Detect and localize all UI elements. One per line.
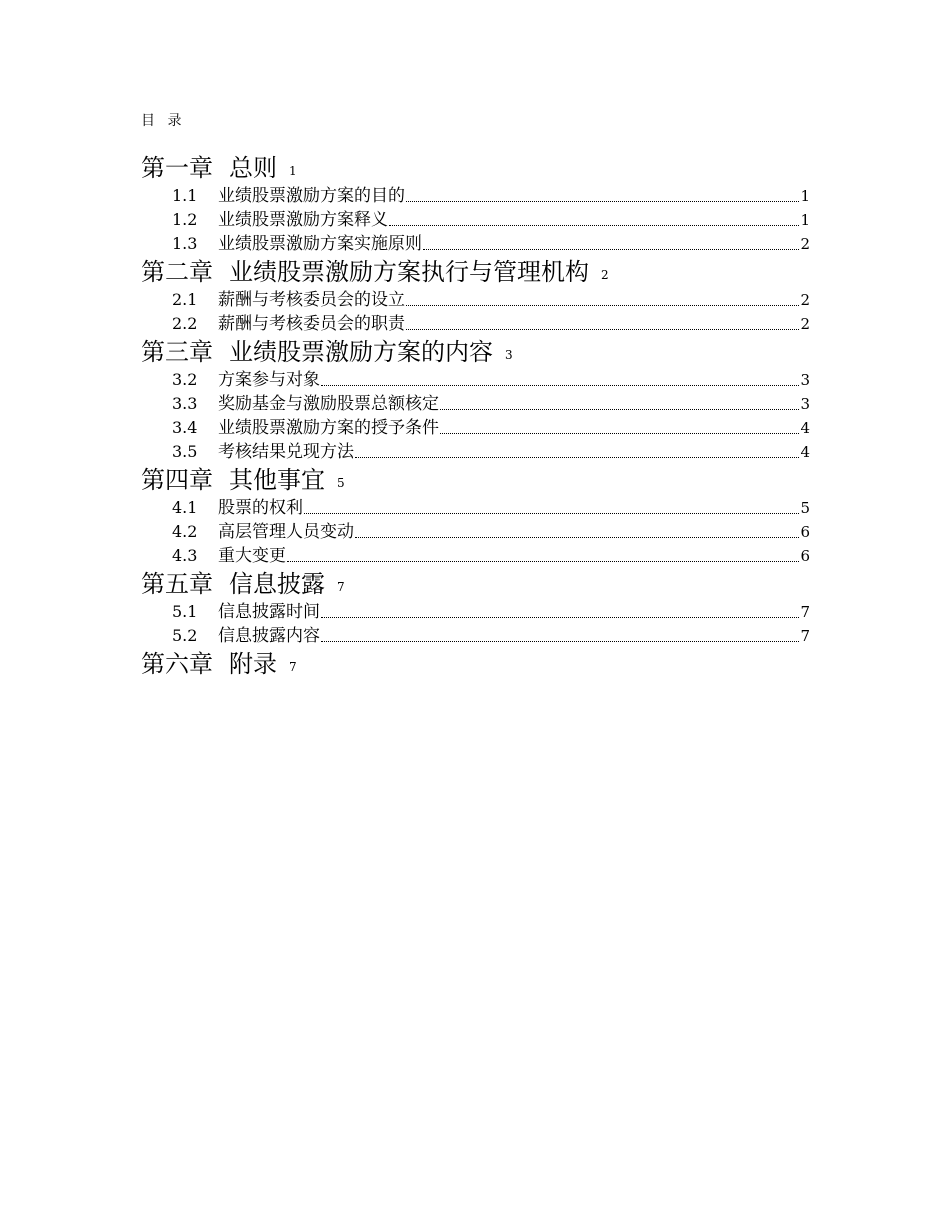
table-of-contents [141,150,810,678]
toc-entry[interactable] [172,598,810,622]
dot-leader [321,616,799,618]
section-number: 3.4 [172,418,198,437]
section-number: 4.2 [172,522,198,541]
section-page-number: 1 [800,211,810,229]
section-number: 1.1 [172,186,198,205]
dot-leader [355,456,799,458]
chapter-title: 其他事宜 [229,466,325,494]
section-title: 薪酬与考核委员会的职责 [218,314,405,334]
toc-chapter[interactable] [141,646,810,678]
section-page-number: 7 [800,627,810,645]
section-title: 业绩股票激励方案释义 [218,210,388,230]
toc-entry[interactable] [172,542,810,566]
dot-leader [406,328,799,330]
section-page-number: 1 [800,187,810,205]
dot-leader [321,384,799,386]
section-title: 信息披露内容 [218,626,320,646]
toc-chapter[interactable] [141,254,810,286]
dot-leader [406,304,799,306]
toc-entry[interactable] [172,414,810,438]
section-number: 4.3 [172,546,198,565]
toc-entry[interactable] [172,182,810,206]
section-title: 重大变更 [218,546,286,566]
section-page-number: 6 [800,547,810,565]
dot-leader [355,536,799,538]
section-number: 2.2 [172,314,198,333]
toc-entry[interactable] [172,494,810,518]
toc-entry[interactable] [172,206,810,230]
chapter-title: 总则 [229,154,277,182]
section-page-number: 3 [800,395,810,413]
section-title: 信息披露时间 [218,602,320,622]
toc-chapter[interactable] [141,462,810,494]
section-page-number: 3 [800,371,810,389]
chapter-page-number: 3 [505,348,513,362]
dot-leader [406,200,799,202]
chapter-page-number: 2 [601,268,609,282]
section-title: 薪酬与考核委员会的设立 [218,290,405,310]
dot-leader [440,432,799,434]
chapter-number: 第一章 [141,154,213,182]
toc-entry[interactable] [172,390,810,414]
section-page-number: 2 [800,291,810,309]
section-number: 5.1 [172,602,198,621]
chapter-title: 信息披露 [229,570,325,598]
toc-entry[interactable] [172,230,810,254]
section-title: 考核结果兑现方法 [218,442,354,462]
section-page-number: 4 [800,419,810,437]
toc-entry[interactable] [172,310,810,334]
section-title: 业绩股票激励方案实施原则 [218,234,422,254]
chapter-title: 业绩股票激励方案的内容 [229,338,493,366]
section-number: 4.1 [172,498,198,517]
toc-entry[interactable] [172,622,810,646]
toc-entry[interactable] [172,366,810,390]
section-title: 业绩股票激励方案的授予条件 [218,418,439,438]
dot-leader [304,512,799,514]
section-page-number: 4 [800,443,810,461]
dot-leader [287,560,799,562]
section-title: 高层管理人员变动 [218,522,354,542]
chapter-title: 业绩股票激励方案执行与管理机构 [229,258,589,286]
dot-leader [423,248,799,250]
section-number: 3.2 [172,370,198,389]
toc-chapter[interactable] [141,334,810,366]
section-number: 1.2 [172,210,198,229]
section-title: 方案参与对象 [218,370,320,390]
chapter-number: 第五章 [141,570,213,598]
chapter-number: 第二章 [141,258,213,286]
chapter-number: 第三章 [141,338,213,366]
chapter-number: 第六章 [141,650,213,678]
toc-entry[interactable] [172,518,810,542]
section-number: 5.2 [172,626,198,645]
section-number: 1.3 [172,234,198,253]
toc-heading: 目 录 [141,113,186,129]
section-number: 3.3 [172,394,198,413]
dot-leader [321,640,799,642]
section-title: 业绩股票激励方案的目的 [218,186,405,206]
chapter-title: 附录 [229,650,277,678]
section-page-number: 2 [800,235,810,253]
chapter-page-number: 7 [337,580,345,594]
toc-chapter[interactable] [141,150,810,182]
chapter-number: 第四章 [141,466,213,494]
toc-entry[interactable] [172,286,810,310]
chapter-page-number: 5 [337,476,345,490]
section-title: 奖励基金与激励股票总额核定 [218,394,439,414]
section-number: 2.1 [172,290,198,309]
section-page-number: 7 [800,603,810,621]
chapter-page-number: 7 [289,660,297,674]
toc-chapter[interactable] [141,566,810,598]
section-page-number: 5 [800,499,810,517]
section-page-number: 6 [800,523,810,541]
section-title: 股票的权利 [218,498,303,518]
toc-entry[interactable] [172,438,810,462]
section-number: 3.5 [172,442,198,461]
chapter-page-number: 1 [289,164,297,178]
dot-leader [440,408,799,410]
section-page-number: 2 [800,315,810,333]
dot-leader [389,224,799,226]
